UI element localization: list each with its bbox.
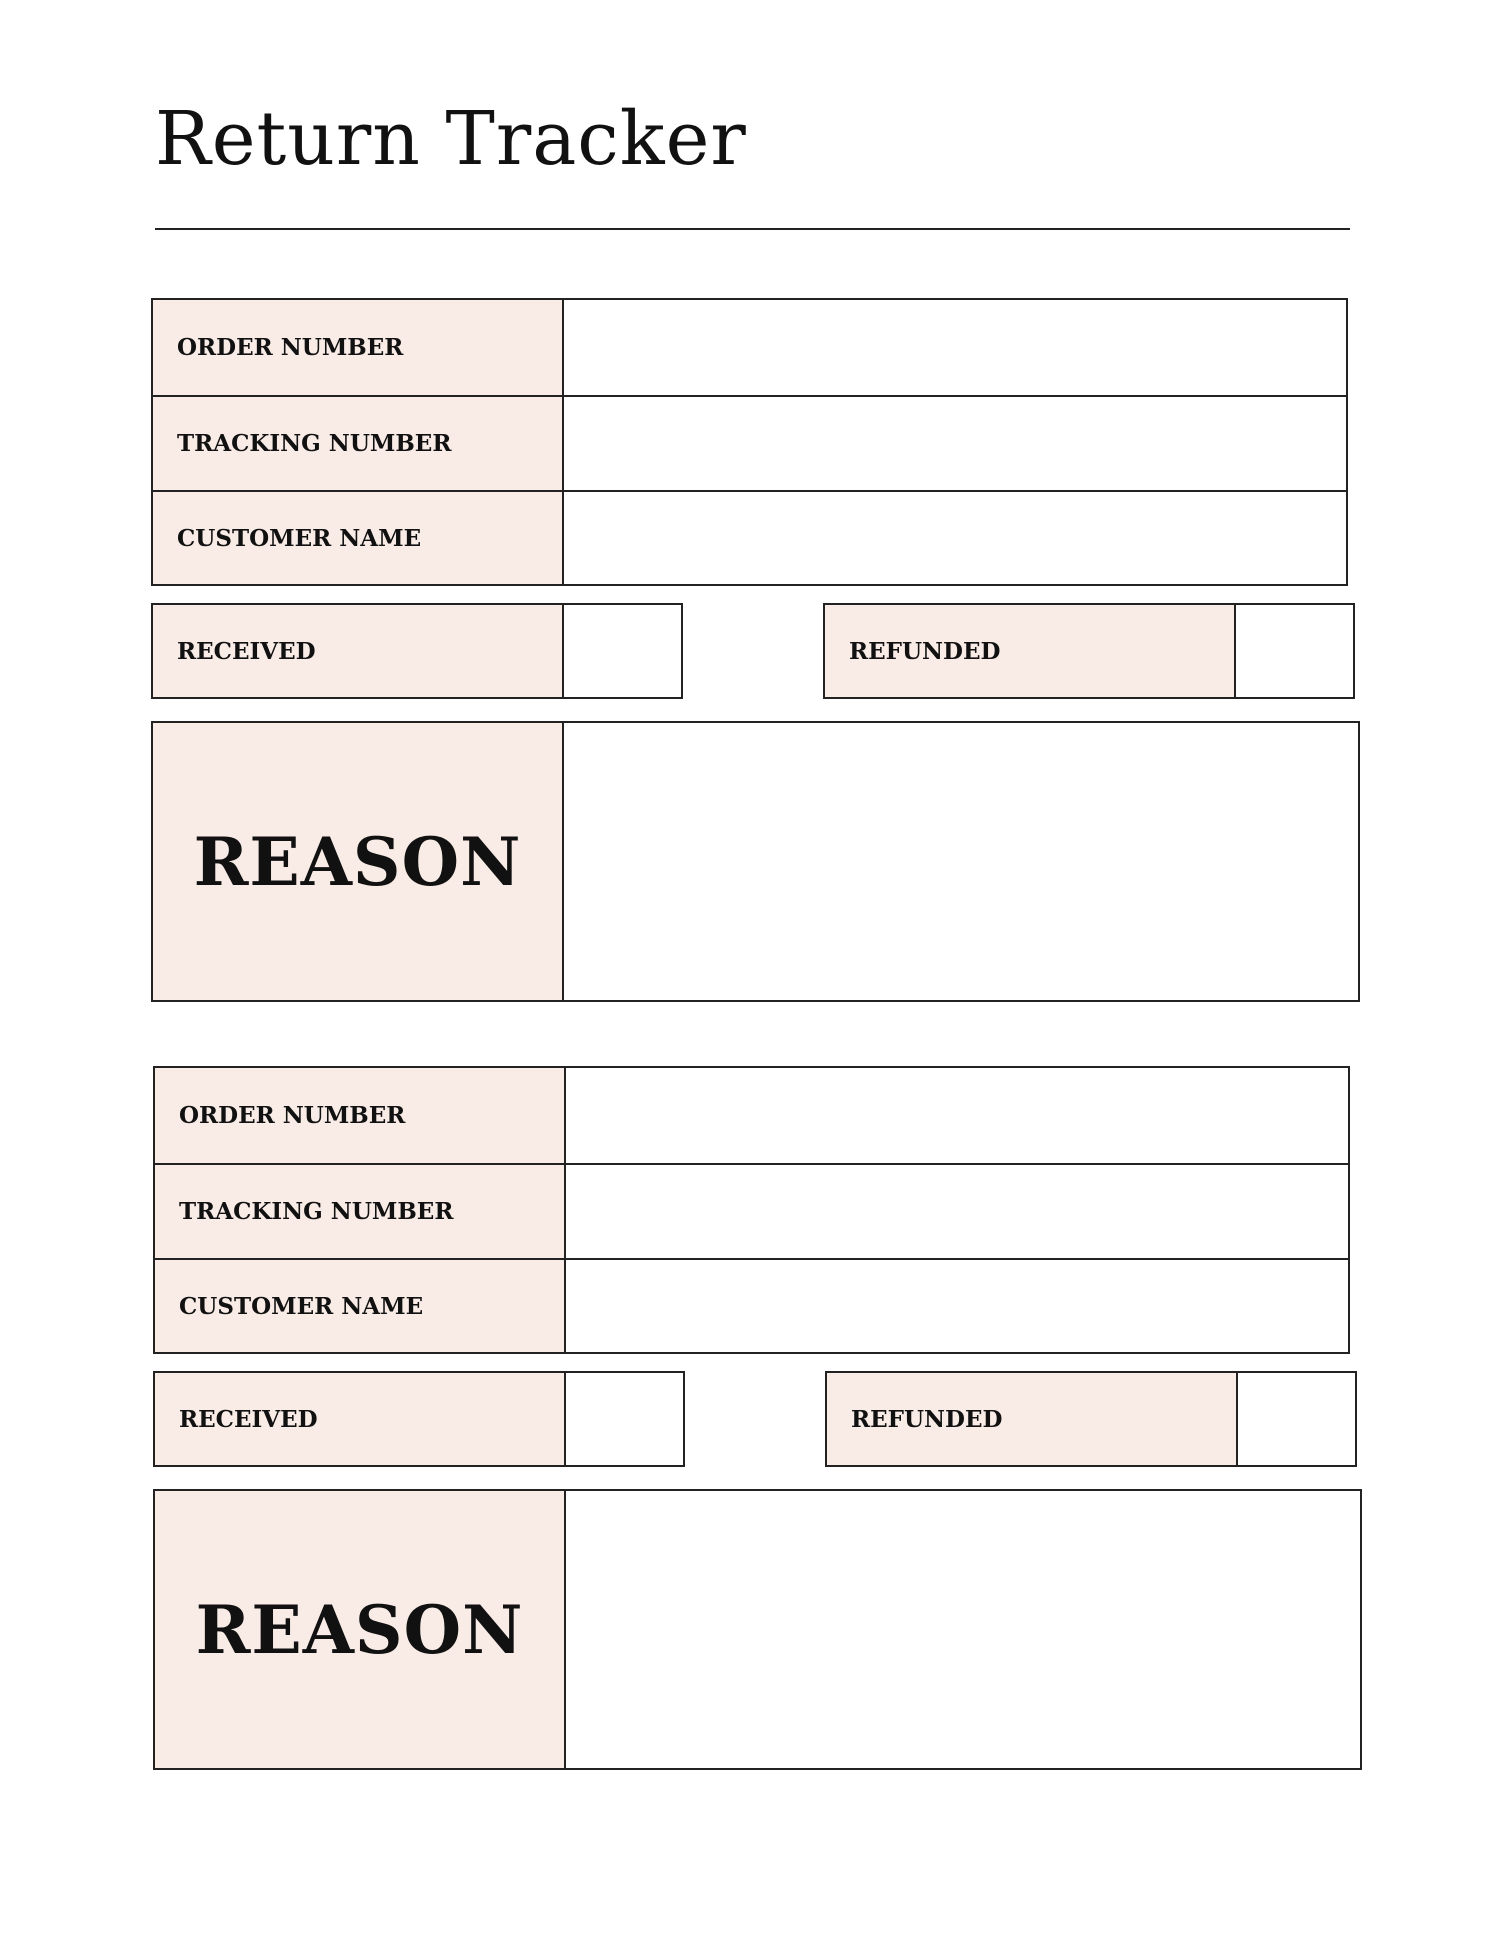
customer-name-field[interactable] — [564, 492, 1346, 584]
refunded-label: REFUNDED — [825, 605, 1236, 697]
reason-box — [151, 721, 1360, 1002]
order-number-label: ORDER NUMBER — [177, 334, 404, 361]
reason-label: REASON — [155, 1491, 566, 1768]
order-info-table — [151, 298, 1348, 586]
refunded-box — [825, 1371, 1357, 1467]
received-checkbox[interactable] — [566, 1373, 683, 1465]
refunded-label: REFUNDED — [827, 1373, 1238, 1465]
order-number-field[interactable] — [566, 1068, 1348, 1163]
tracking-number-field[interactable] — [564, 397, 1346, 490]
received-box — [151, 603, 683, 699]
received-label: RECEIVED — [153, 605, 564, 697]
reason-field[interactable] — [566, 1491, 1360, 1768]
refunded-checkbox[interactable] — [1236, 605, 1353, 697]
tracking-number-field[interactable] — [566, 1165, 1348, 1258]
refunded-box — [823, 603, 1355, 699]
reason-field[interactable] — [564, 723, 1358, 1000]
order-number-field[interactable] — [564, 300, 1346, 395]
title-divider — [155, 228, 1350, 230]
received-box — [153, 1371, 685, 1467]
reason-label: REASON — [153, 723, 564, 1000]
received-label: RECEIVED — [155, 1373, 566, 1465]
tracking-number-label: TRACKING NUMBER — [179, 1198, 454, 1225]
customer-name-field[interactable] — [566, 1260, 1348, 1352]
customer-name-label: CUSTOMER NAME — [177, 524, 422, 552]
customer-name-label: CUSTOMER NAME — [179, 1292, 424, 1320]
received-checkbox[interactable] — [564, 605, 681, 697]
order-info-table — [153, 1066, 1350, 1354]
tracking-number-label: TRACKING NUMBER — [177, 430, 452, 457]
order-number-label: ORDER NUMBER — [179, 1102, 406, 1129]
reason-box — [153, 1489, 1362, 1770]
page-title: Return Tracker — [155, 96, 747, 182]
refunded-checkbox[interactable] — [1238, 1373, 1355, 1465]
